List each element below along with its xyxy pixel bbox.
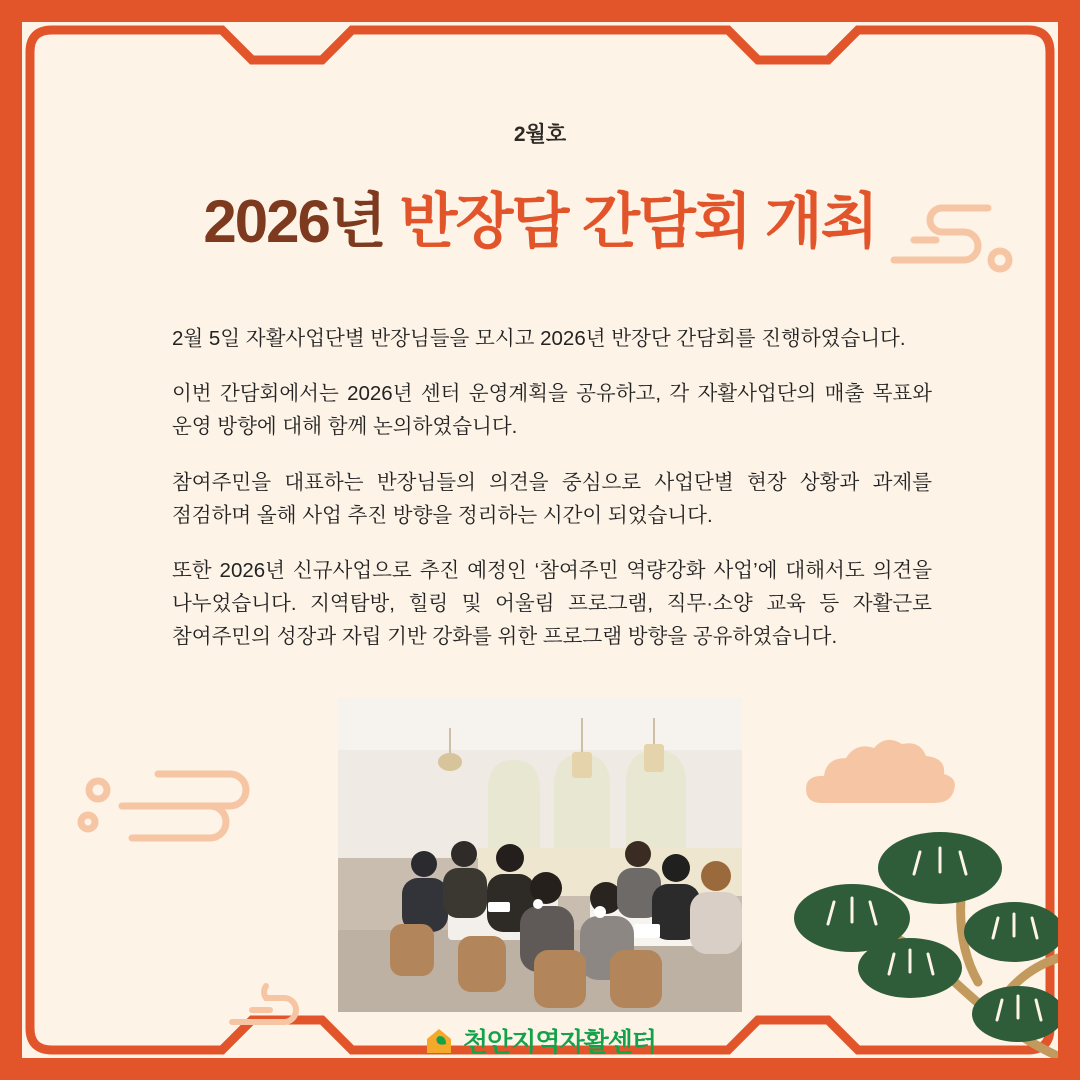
organization-name: 천안지역자활센터	[463, 1027, 656, 1057]
page-title	[22, 174, 1058, 260]
poster-panel	[22, 22, 1058, 1058]
pine-tree-illustration	[782, 782, 1058, 1058]
issue-label: 2월호	[513, 123, 567, 146]
paragraph-4: 또한 2026년 신규사업으로 추진 예정인 ‘참여주민 역량강화 사업’에 대해서도 의견을 나누었습니다. 지역탐방, 힐링 및 어울림 프로그램, 직무·소양 교육 등 자활근로 참여주민의 성장과 자립 기반 강화를 위한 프로그램 방향을 공유하였습니다.	[172, 559, 932, 649]
headline-part-1: 2026년	[203, 188, 400, 255]
house-leaf-logo-icon	[424, 1026, 454, 1056]
cloud-motif-right-icon	[792, 737, 982, 827]
article-body	[172, 322, 932, 654]
meeting-photo-illustration	[338, 698, 742, 1012]
paragraph-1: 2월 5일 자활사업단별 반장님들을 모시고 2026년 반장단 간담회를 진행하였습니다.	[172, 327, 906, 350]
meeting-photo	[338, 698, 742, 1012]
cloud-motif-left-icon	[62, 752, 282, 862]
paragraph-2: 이번 간담회에서는 2026년 센터 운영계획을 공유하고, 각 자활사업단의 매출 목표와 운영 방향에 대해 함께 논의하였습니다.	[172, 382, 932, 439]
headline-part-2: 반장담 간담회 개최	[399, 188, 877, 255]
paragraph-3: 참여주민을 대표하는 반장님들의 의견을 중심으로 사업단별 현장 상황과 과제를 점검하며 올해 사업 추진 방향을 정리하는 시간이 되었습니다.	[172, 470, 932, 527]
footer	[22, 1022, 1058, 1058]
